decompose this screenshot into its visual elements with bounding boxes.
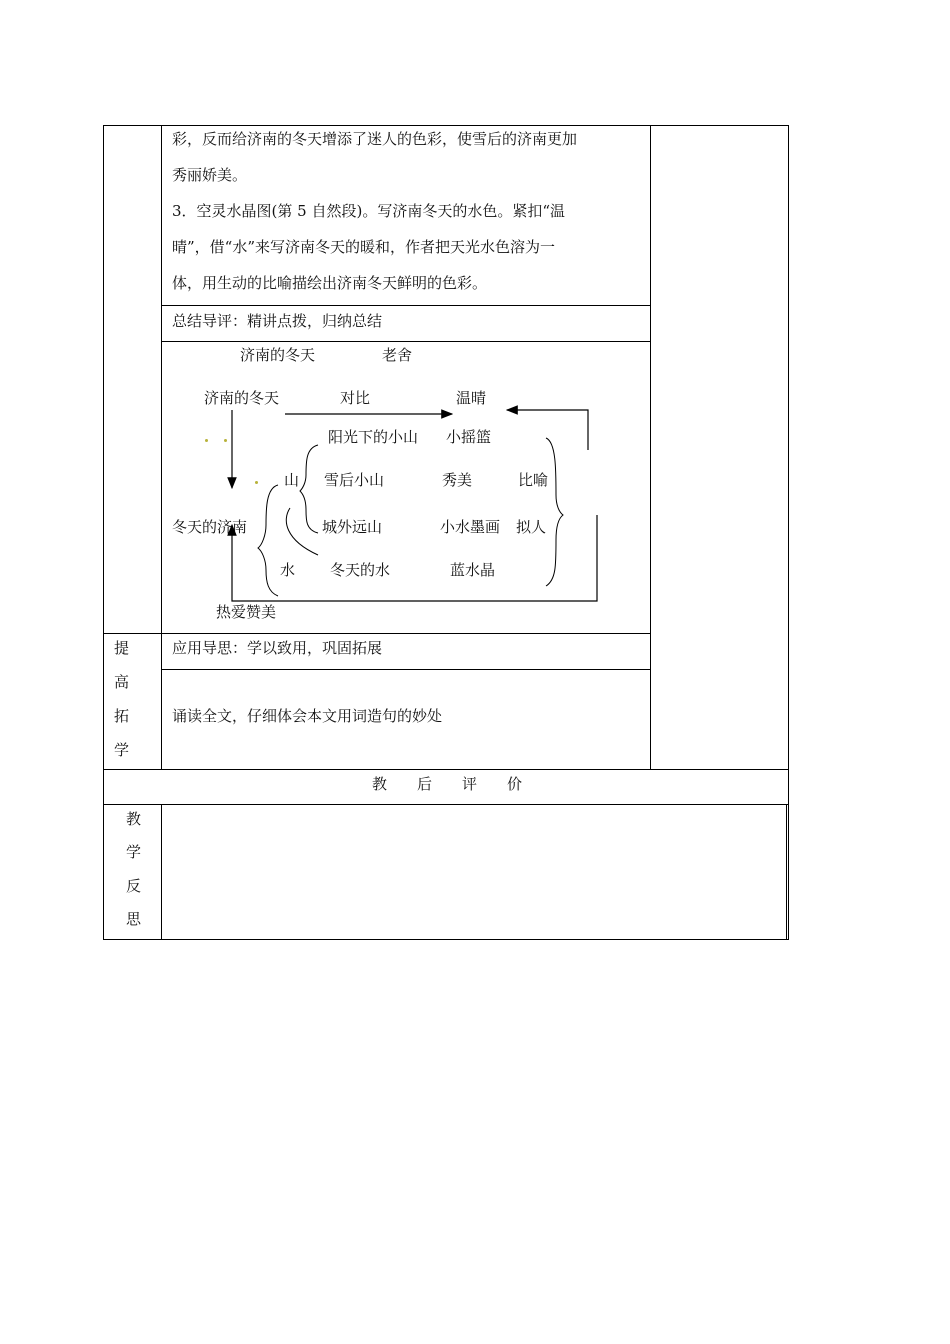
diagram-m2: 雪后小山 xyxy=(324,471,385,489)
side-label-char: 高 xyxy=(114,673,130,691)
diagram-left-center: 冬天的济南 xyxy=(172,518,248,536)
return-arrow-warm xyxy=(507,410,588,450)
paragraph-line: 晴”，借“水”来写济南冬天的暖和，作者把天光水色溶为一 xyxy=(172,238,556,256)
eval-side-char: 教 xyxy=(126,810,142,828)
bottom-loop-arrow xyxy=(232,515,597,601)
paragraph-line: 3．空灵水晶图(第 5 自然段)。写济南冬天的水色。紧扣“温 xyxy=(172,202,565,220)
paragraph-line: 彩，反而给济南的冬天增添了迷人的色彩，使雪后的济南更加 xyxy=(172,130,578,148)
diagram-contrast: 对比 xyxy=(340,389,371,407)
diagram-w1: 冬天的水 xyxy=(330,561,391,579)
diagram-w1b: 蓝水晶 xyxy=(450,561,496,579)
diagram-bottom: 热爱赞美 xyxy=(216,603,277,621)
extend-content: 诵读全文，仔细体会本文用词造句的妙处 xyxy=(172,707,443,725)
big-left-brace xyxy=(258,485,278,596)
diagram-water: 水 xyxy=(280,561,296,579)
extend-heading: 应用导思：学以致用，巩固拓展 xyxy=(172,639,383,657)
diagram-figure1: 比喻 xyxy=(518,471,549,489)
diagram-mountain: 山 xyxy=(284,471,300,489)
right-brace xyxy=(546,438,563,586)
diagram-m1b: 小摇篮 xyxy=(446,428,492,446)
diagram-author: 老舍 xyxy=(382,346,413,364)
summary-heading: 总结导评：精讲点拨，归纳总结 xyxy=(172,312,383,330)
diagram-m3: 城外远山 xyxy=(322,518,383,536)
diagram-warm: 温晴 xyxy=(456,389,487,407)
eval-side-char: 学 xyxy=(126,843,142,861)
paragraph-line: 体，用生动的比喻描绘出济南冬天鲜明的色彩。 xyxy=(172,274,488,292)
diagram-m1: 阳光下的小山 xyxy=(328,428,419,446)
evaluation-title: 教 后 评 价 xyxy=(372,775,523,793)
mountain-brace xyxy=(300,445,318,533)
eval-side-char: 反 xyxy=(126,877,142,895)
diagram-m2b: 秀美 xyxy=(442,471,473,489)
side-label-char: 拓 xyxy=(114,707,130,725)
side-label-char: 提 xyxy=(114,639,130,657)
diagram-figure2: 拟人 xyxy=(516,518,547,536)
diagram-m3b: 小水墨画 xyxy=(440,518,501,536)
diagram-title: 济南的冬天 xyxy=(240,346,316,364)
side-label-char: 学 xyxy=(114,741,130,759)
paragraph-line: 秀丽娇美。 xyxy=(172,166,248,184)
eval-side-char: 思 xyxy=(126,910,142,928)
diagram-top-left: 济南的冬天 xyxy=(204,389,280,407)
